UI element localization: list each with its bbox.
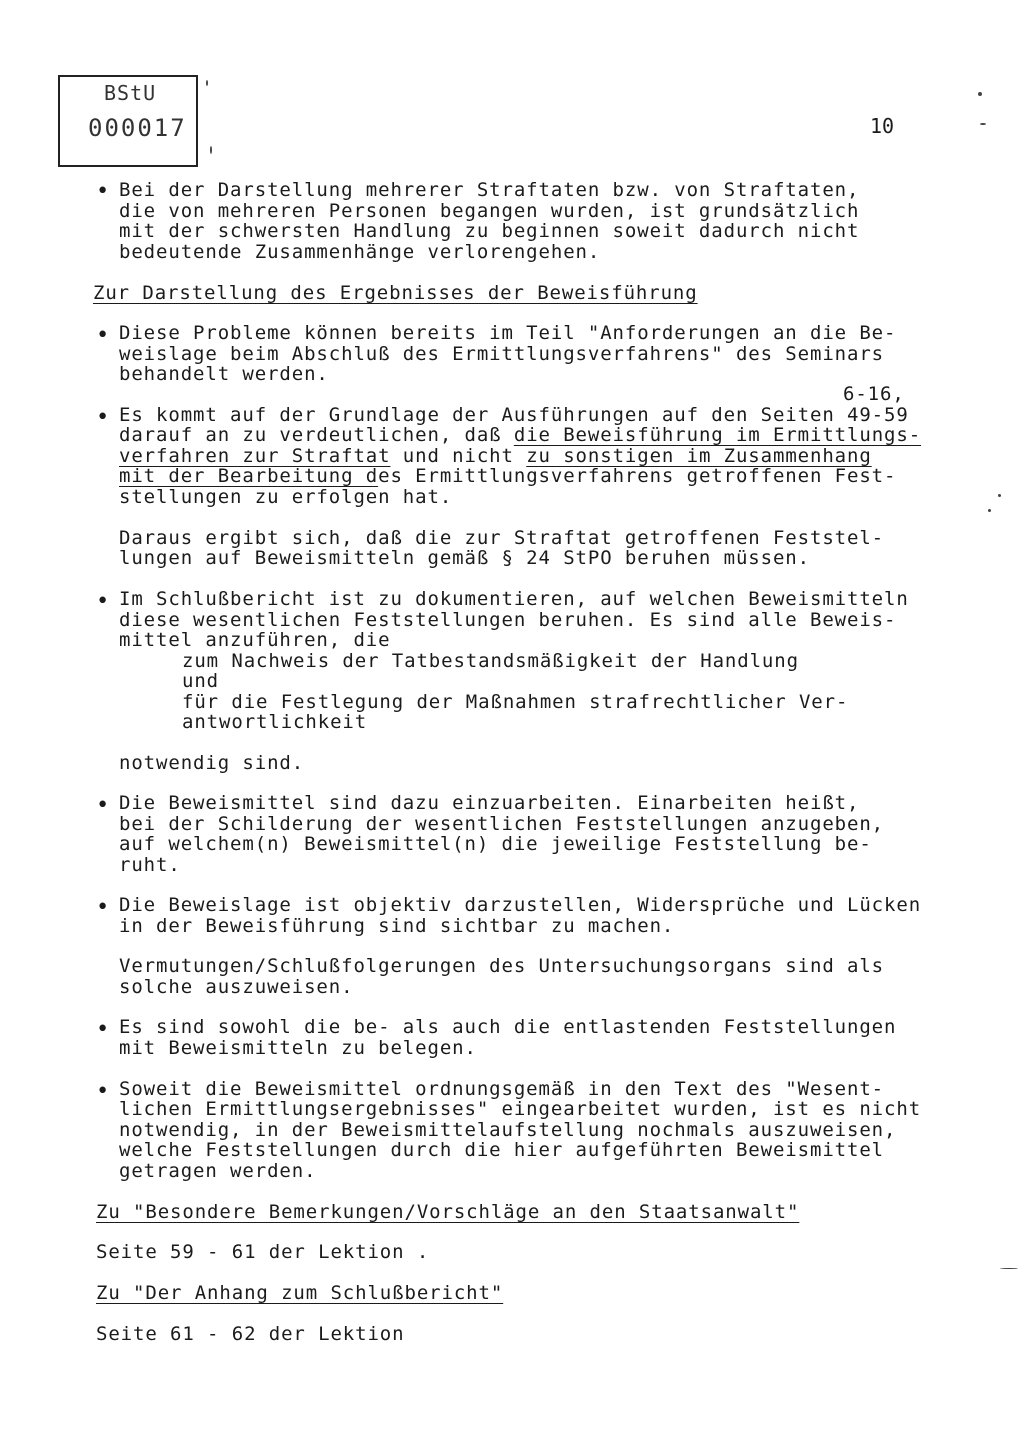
text-line: welche Feststellungen durch die hier aufgeführten Beweismittel — [119, 1139, 885, 1161]
text-line: auf welchem(n) Beweismittel(n) die jeweilige Feststellung be- — [119, 833, 872, 855]
text-line: solche auszuweisen. — [119, 976, 354, 998]
text-line: Die Beweismittel sind dazu einzuarbeiten. Einarbeiten heißt, — [119, 792, 860, 814]
indented-line: und — [182, 670, 220, 692]
text-line: lichen Ermittlungsergebnisses" eingearbeitet wurden, ist es nicht — [119, 1098, 922, 1120]
text-line: notwendig, in der Beweismittelaufstellung nochmals auszuweisen, — [119, 1119, 897, 1141]
text-line: Es sind sowohl die be- als auch die entlastenden Feststellungen — [119, 1016, 897, 1038]
scan-speck — [998, 494, 1001, 497]
scan-speck — [210, 146, 212, 154]
bullet: • — [96, 895, 110, 920]
section-heading: Zu "Der Anhang zum Schlußbericht" — [96, 1282, 504, 1304]
text-line: behandelt werden. — [119, 363, 329, 385]
text-segment: und nicht — [390, 445, 527, 467]
scan-speck — [980, 123, 986, 125]
section-heading: Zur Darstellung des Ergebnisses der Beweisführung — [93, 282, 698, 304]
text-line: getragen werden. — [119, 1160, 317, 1182]
scan-speck — [978, 92, 982, 96]
text-line: stellungen zu erfolgen hat. — [119, 486, 453, 508]
archive-stamp — [58, 75, 198, 167]
text-segment: darauf an zu verdeutlichen, daß — [119, 424, 514, 446]
text-line: die von mehreren Personen begangen wurden, ist grundsätzlich — [119, 200, 860, 222]
indented-line: zum Nachweis der Tatbestandsmäßigkeit der Handlung — [182, 650, 799, 672]
indented-line: antwortlichkeit — [182, 711, 368, 733]
text-line: Daraus ergibt sich, daß die zur Straftat getroffenen Feststel- — [119, 527, 885, 549]
text-line: bei der Schilderung der wesentlichen Feststellungen anzugeben, — [119, 813, 885, 835]
text-line: mit Beweismitteln zu belegen. — [119, 1037, 477, 1059]
page-reference: Seite 61 - 62 der Lektion — [96, 1323, 405, 1345]
scan-speck — [1000, 1268, 1018, 1269]
underlined-segment: verfahren zur Straftat — [119, 445, 391, 467]
underlined-segment: zu sonstigen im Zusammenhang — [526, 445, 872, 467]
stamp-label: BStU — [104, 81, 157, 105]
text-line — [119, 425, 921, 445]
text-line: Die Beweislage ist objektiv darzustellen, Widersprüche und Lücken — [119, 894, 922, 916]
indented-line: für die Festlegung der Maßnahmen strafrechtlicher Ver- — [182, 691, 849, 713]
text-segment: es Ermittlungsverfahrens getroffenen Fest- — [378, 465, 897, 487]
bullet: • — [96, 323, 110, 348]
page-number: 10 — [870, 114, 895, 138]
text-line: Bei der Darstellung mehrerer Straftaten bzw. von Straftaten, — [119, 179, 860, 201]
scan-speck — [988, 509, 991, 512]
text-line: Soweit die Beweismittel ordnungsgemäß in den Text des "Wesent- — [119, 1078, 885, 1100]
text-line: diese wesentlichen Feststellungen beruhen. Es sind alle Beweis- — [119, 609, 897, 631]
stamp-number: 000017 — [88, 114, 187, 142]
bullet: • — [96, 179, 110, 204]
underlined-segment: die Beweisführung im Ermittlungs- — [513, 424, 922, 446]
text-line: lungen auf Beweismitteln gemäß § 24 StPO beruhen müssen. — [119, 547, 810, 569]
text-line: notwendig sind. — [119, 752, 305, 774]
text-line: weislage beim Abschluß des Ermittlungsverfahrens" des Seminars — [119, 343, 885, 365]
bullet: • — [96, 405, 110, 430]
text-line: Vermutungen/Schlußfolgerungen des Untersuchungsorgans sind als — [119, 955, 885, 977]
text-line: mittel anzuführen, die — [119, 629, 391, 651]
text-line: Es kommt auf der Grundlage der Ausführungen auf den Seiten 49-59 — [119, 404, 909, 426]
bullet: • — [96, 793, 110, 818]
text-line: bedeutende Zusammenhänge verlorengehen. — [119, 241, 601, 263]
text-line — [119, 446, 872, 466]
underlined-segment: mit der Bearbeitung d — [119, 465, 379, 487]
page-reference: Seite 59 - 61 der Lektion . — [96, 1241, 430, 1263]
text-line: ruht. — [119, 854, 181, 876]
scan-speck — [206, 80, 208, 86]
bullet: • — [96, 1079, 110, 1104]
margin-note: 6-16, — [843, 383, 905, 405]
text-line: Im Schlußbericht ist zu dokumentieren, auf welchen Beweismitteln — [119, 588, 909, 610]
section-heading: Zu "Besondere Bemerkungen/Vorschläge an den Staatsanwalt" — [96, 1201, 800, 1223]
text-line: mit der schwersten Handlung zu beginnen soweit dadurch nicht — [119, 220, 860, 242]
bullet: • — [96, 1017, 110, 1042]
text-line — [119, 466, 896, 486]
text-line: in der Beweisführung sind sichtbar zu machen. — [119, 915, 675, 937]
bullet: • — [96, 589, 110, 614]
text-line: Diese Probleme können bereits im Teil "Anforderungen an die Be- — [119, 322, 897, 344]
